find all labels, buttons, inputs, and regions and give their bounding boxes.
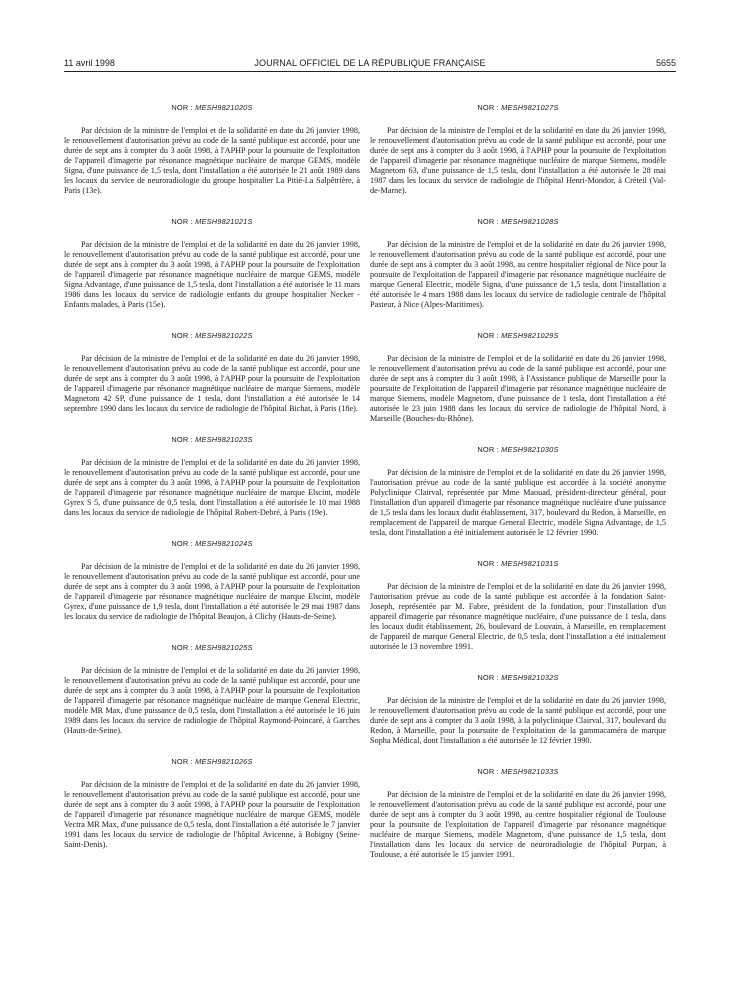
nor-label: NOR : [171,539,193,548]
decision-text: Par décision de la ministre de l'emploi et de la solidarité en date du 26 janvier 1998, le renouvellement d'autorisation prévu au code de la santé publique est accordé, pour une durée de sept ans à compter du 3 août 1998, à l'APHP pour la poursuite de l'exploitation de l'appareil d'imagerie par résonance magnétique nucléaire de marque GEMS, modèle Signa, d'une puissance de 1,5 tesla, dont l'installation a été autorisée le 21 août 1989 dans les locaux du service de neuroradiologie du groupe hospitalier La Pitié-La Salpêtrière, à Paris (13e). [64,126,360,195]
nor-label: NOR : [171,435,193,444]
nor-code: MESH9821020S [195,103,253,112]
nor-reference [370,217,666,226]
nor-code: MESH9821026S [195,757,253,766]
nor-label: NOR : [477,673,499,682]
left-column [64,103,360,871]
decision-text: Par décision de la ministre de l'emploi et de la solidarité en date du 26 janvier 1998, le renouvellement d'autorisation prévu au code de la santé publique est accordé, pour une durée de sept ans à compter du 3 août 1998, au centre hospitalier régional de Toulouse pour la poursuite de l'exploitation de l'appareil d'imagerie par résonance magnétique nucléaire de marque Siemens, modèle Magnetom, d'une puissance de 1,5 tesla, dont l'installation dans les locaux du service de neuroradiologie de l'hôpital Purpan, à Toulouse, a été autorisée le 15 janvier 1991. [370,790,666,859]
decision-text: Par décision de la ministre de l'emploi et de la solidarité en date du 26 janvier 1998, l'autorisation prévue au code de la santé publique est accordée à la fondation Saint-Joseph, représentée par M. Fabre, président de la fondation, pour l'installation d'un appareil d'imagerie par résonance magnétique nucléaire, d'une puissance de 1 tesla, dans les locaux dudit établissement, 26, boulevard de Louvain, à Marseille, en remplacement de l'appareil de marque General Electric, de 0,5 tesla, dont l'installation a été initialement autorisée le 13 novembre 1991. [370,582,666,651]
decision-entry [64,217,360,310]
nor-code: MESH9821028S [501,217,559,226]
nor-reference [64,331,360,340]
nor-reference [370,767,666,776]
decision-text: Par décision de la ministre de l'emploi et de la solidarité en date du 26 janvier 1998, l'autorisation prévue au code de la santé publique est accordée à la société anonyme Polyclinique Clairval, représentée par Mme Maouad, président-directeur général, pour l'installation d'un appareil d'imagerie par résonance magnétique nucléaire d'une puissance de 1,5 tesla dans les locaux dudit établissement, 317, boulevard du Redon, à Marseille, en remplacement de l'appareil de marque General Electric, modèle Signa Advantage, de 1,5 tesla, dont l'installation a été initialement autorisée le 12 février 1990. [370,468,666,537]
decision-text: Par décision de la ministre de l'emploi et de la solidarité en date du 26 janvier 1998, le renouvellement d'autorisation prévu au code de la santé publique est accordé, pour une durée de sept ans à compter du 3 août 1998, à la polyclinique Clairval, 317, boulevard du Redon, à Marseille, pour la poursuite de l'exploitation de la gammacaméra de marque Sopha Médical, dont l'installation a été autorisée le 12 février 1990. [370,696,666,745]
nor-reference [370,103,666,112]
right-column [370,103,666,881]
nor-reference [64,757,360,766]
nor-reference [370,445,666,454]
decision-text: Par décision de la ministre de l'emploi et de la solidarité en date du 26 janvier 1998, le renouvellement d'autorisation prévu au code de la santé publique est accordé, pour une durée de sept ans à compter du 3 août 1998, à l'Assistance publique de Marseille pour la poursuite de l'exploitation de l'appareil d'imagerie par résonance magnétique nucléaire de marque Siemens, modèle Magnetom, d'une puissance de 1 tesla, dont l'installation a été autorisée le 23 juin 1988 dans les locaux du service de radiologie de l'hôpital Nord, à Marseille (Bouches-du-Rhône). [370,354,666,423]
nor-code: MESH9821027S [501,103,559,112]
nor-reference [64,217,360,226]
nor-label: NOR : [171,217,193,226]
nor-label: NOR : [477,559,499,568]
decision-entry [370,217,666,310]
decision-entry [64,435,360,518]
nor-code: MESH9821024S [195,539,253,548]
decision-entry [370,331,666,424]
decision-entry [64,331,360,414]
nor-code: MESH9821029S [501,331,559,340]
decision-text: Par décision de la ministre de l'emploi et de la solidarité en date du 26 janvier 1998, le renouvellement d'autorisation prévu au code de la santé publique est accordé, pour une durée de sept ans à compter du 3 août 1998, à l'APHP pour la poursuite de l'exploitation de l'appareil d'imagerie par résonance magnétique nucléaire de marque GEMS, modèle Vectra MR Max, d'une puissance de 0,5 tesla, dont l'installation a été autorisée le 7 janvier 1991 dans les locaux du service de radiologie de l'hôpital Avicenne, à Bobigny (Seine-Saint-Denis). [64,780,360,849]
decision-entry [370,673,666,746]
nor-label: NOR : [171,643,193,652]
decision-entry [370,445,666,538]
decision-text: Par décision de la ministre de l'emploi et de la solidarité en date du 26 janvier 1998, le renouvellement d'autorisation prévu au code de la santé publique est accordé, pour une durée de sept ans à compter du 3 août 1998, à l'APHP pour la poursuite de l'exploitation de l'appareil d'imagerie par résonance magnétique nucléaire de marque Elscint, modèle Gyrex, d'une puissance de 1,9 tesla, dont l'installation a été autorisée le 29 mai 1987 dans les locaux du service de radiologie de l'hôpital Beaujon, à Clichy (Hauts-de-Seine). [64,562,360,621]
nor-reference [370,673,666,682]
decision-text: Par décision de la ministre de l'emploi et de la solidarité en date du 26 janvier 1998, le renouvellement d'autorisation prévu au code de la santé publique est accordé, pour une durée de sept ans à compter du 3 août 1998, à l'APHP pour la poursuite de l'exploitation de l'appareil d'imagerie par résonance magnétique nucléaire de marque General Electric, modèle MR Max, d'une puissance de 0,5 tesla, dont l'installation a été autorisée le 16 juin 1989 dans les locaux du service de radiologie de l'hôpital Raymond-Poincaré, à Garches (Hauts-de-Seine). [64,666,360,735]
nor-reference [64,539,360,548]
nor-code: MESH9821025S [195,643,253,652]
page-header [64,58,676,72]
nor-label: NOR : [477,767,499,776]
nor-code: MESH9821032S [501,673,559,682]
nor-label: NOR : [171,757,193,766]
decision-text: Par décision de la ministre de l'emploi et de la solidarité en date du 26 janvier 1998, le renouvellement d'autorisation prévu au code de la santé publique est accordé, pour une durée de sept ans à compter du 3 août 1998, au centre hospitalier régional de Nice pour la poursuite de l'exploitation de l'appareil d'imagerie par résonance magnétique nucléaire de marque General Electric, modèle Signa, d'une puissance de 1,5 tesla, dont l'installation a été autorisée le 4 mars 1988 dans les locaux du service de radiologie centrale de l'hôpital Pasteur, à Nice (Alpes-Maritimes). [370,240,666,309]
nor-code: MESH9821033S [501,767,559,776]
decision-entry [64,539,360,622]
nor-reference [370,559,666,568]
decision-entry [64,103,360,196]
decision-text: Par décision de la ministre de l'emploi et de la solidarité en date du 26 janvier 1998, le renouvellement d'autorisation prévu au code de la santé publique est accordé, pour une durée de sept ans à compter du 3 août 1998, à l'APHP pour la poursuite de l'exploitation de l'appareil d'imagerie par résonance magnétique nucléaire de marque Elscint, modèle Gyrex S 5, d'une puissance de 0,5 tesla, dont l'installation a été autorisée le 10 mai 1988 dans les locaux du service de radiologie de l'hôpital Robert-Debré, à Paris (19e). [64,458,360,517]
nor-label: NOR : [477,217,499,226]
decision-text: Par décision de la ministre de l'emploi et de la solidarité en date du 26 janvier 1998, le renouvellement d'autorisation prévu au code de la santé publique est accordé, pour une durée de sept ans à compter du 3 août 1998, à l'APHP pour la poursuite de l'exploitation de l'appareil d'imagerie par résonance magnétique nucléaire de marque GEMS, modèle Signa Advantage, d'une puissance de 1,5 tesla, dont l'installation a été autorisée le 11 mars 1986 dans les locaux du service de radiologie enfants du groupe hospitalier Necker - Enfants malades, à Paris (15e). [64,240,360,309]
journal-title: JOURNAL OFFICIEL DE LA RÉPUBLIQUE FRANÇAISE [254,58,486,68]
nor-label: NOR : [477,103,499,112]
nor-code: MESH9821022S [195,331,253,340]
decision-text: Par décision de la ministre de l'emploi et de la solidarité en date du 26 janvier 1998, le renouvellement d'autorisation prévu au code de la santé publique est accordé, pour une durée de sept ans à compter du 3 août 1998, à l'APHP pour la poursuite de l'exploitation de l'appareil d'imagerie par résonance magnétique nucléaire de marque Siemens, modèle Magnetom 63, d'une puissance de 1,5 tesla, dont l'installation a été autorisée le 28 mai 1987 dans les locaux du service de radiologie de l'hôpital Henri-Mondor, à Créteil (Val-de-Marne). [370,126,666,195]
nor-code: MESH9821031S [501,559,559,568]
decision-entry [64,643,360,736]
nor-reference [64,103,360,112]
nor-code: MESH9821021S [195,217,253,226]
nor-label: NOR : [171,331,193,340]
nor-label: NOR : [477,445,499,454]
issue-date: 11 avril 1998 [64,58,115,68]
decision-entry [64,757,360,850]
nor-label: NOR : [171,103,193,112]
nor-reference [64,643,360,652]
nor-code: MESH9821030S [501,445,559,454]
nor-label: NOR : [477,331,499,340]
decision-entry [370,103,666,196]
nor-reference [64,435,360,444]
header-rule [64,71,676,72]
decision-entry [370,559,666,652]
nor-code: MESH9821023S [195,435,253,444]
page-number: 5655 [655,58,676,68]
nor-reference [370,331,666,340]
decision-text: Par décision de la ministre de l'emploi et de la solidarité en date du 26 janvier 1998, le renouvellement d'autorisation prévu au code de la santé publique est accordé, pour une durée de sept ans à compter du 3 août 1998, à l'APHP pour la poursuite de l'exploitation de l'appareil d'imagerie par résonance magnétique nucléaire de marque Siemens, modèle Magnetom 42 SP, d'une puissance de 1 tesla, dont l'installation a été autorisée le 14 septembre 1990 dans les locaux du service de radiologie de l'hôpital Bichat, à Paris (18e). [64,354,360,413]
decision-entry [370,767,666,860]
